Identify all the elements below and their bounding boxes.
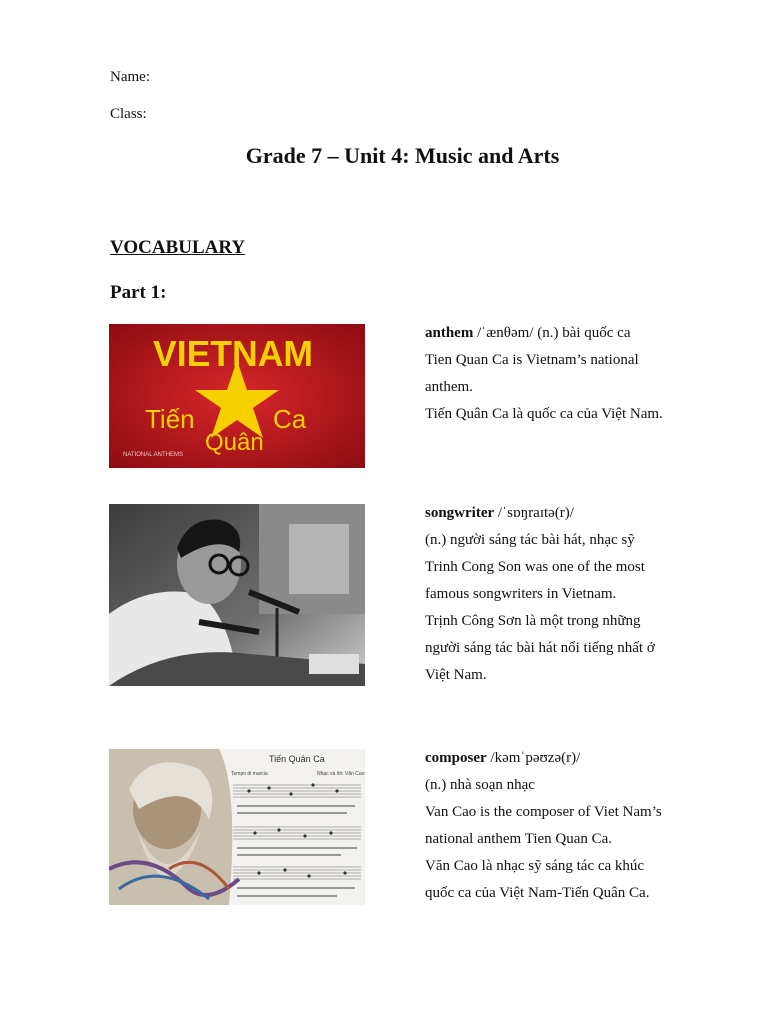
vocab-word: songwriter — [425, 505, 495, 521]
entry-line: người sáng tác bài hát nổi tiếng nhất ở — [425, 640, 655, 656]
vocab-phonetic: /ˈsɒŋraɪtə(r)/ — [497, 505, 574, 521]
entry-headline — [425, 320, 725, 347]
entry-line: Việt Nam. — [425, 667, 487, 683]
poster-right-text: Ca — [273, 404, 307, 434]
poster-small-text: NATIONAL ANTHEMS — [123, 452, 184, 458]
songwriter-photo — [109, 504, 365, 686]
sheet-title: Tiến Quân Ca — [269, 754, 325, 764]
entry-line: national anthem Tien Quan Ca. — [425, 831, 613, 847]
vocab-entry-songwriter — [425, 500, 725, 689]
part-heading: Part 1: — [110, 282, 167, 303]
sheet-credit: Nhạc và lời: Văn Cao — [317, 771, 365, 777]
entry-line: (n.) nhà soạn nhạc — [425, 777, 535, 793]
songwriter-image — [109, 504, 365, 686]
composer-sheet-music-picture — [109, 749, 365, 905]
vocab-phonetic: /kəmˈpəʊzə(r)/ — [490, 750, 581, 766]
entry-headline — [425, 745, 725, 772]
vocab-phonetic: /ˈænθəm/ — [477, 325, 534, 341]
vocab-word: composer — [425, 750, 487, 766]
page-title: Grade 7 – Unit 4: Music and Arts — [245, 143, 560, 168]
entry-line: quốc ca của Việt Nam-Tiến Quân Ca. — [425, 885, 650, 901]
entry-line: (n.) người sáng tác bài hát, nhạc sỹ — [425, 532, 635, 548]
entry-headline — [425, 500, 725, 527]
entry-line: Tiến Quân Ca là quốc ca của Việt Nam. — [425, 406, 663, 422]
composer-image — [109, 749, 365, 905]
tien-quan-ca-poster — [109, 324, 365, 468]
poster-bottom-text: Quân — [205, 429, 264, 456]
entry-line: Văn Cao là nhạc sỹ sáng tác ca khúc — [425, 858, 645, 874]
vocabulary-heading: VOCABULARY — [110, 237, 246, 258]
poster-top-text: VIETNAM — [153, 333, 313, 374]
sheet-tempo: Tempo di marcia — [231, 771, 268, 777]
entry-line: anthem. — [425, 379, 473, 395]
entry-line: Trịnh Công Sơn là một trong những — [425, 613, 641, 629]
vocab-entry-anthem — [425, 320, 725, 428]
entry-line: Van Cao is the composer of Viet Nam’s — [425, 804, 662, 820]
vocab-entry-composer — [425, 745, 725, 907]
anthem-image — [109, 324, 365, 468]
entry-line: Trinh Cong Son was one of the most — [425, 559, 645, 575]
name-field-label: Name: — [110, 69, 150, 85]
poster-left-text: Tiến — [145, 404, 195, 434]
entry-line: Tien Quan Ca is Vietnam’s national — [425, 352, 639, 368]
class-field-label: Class: — [110, 106, 147, 122]
entry-line: famous songwriters in Vietnam. — [425, 586, 617, 602]
vocab-pos: (n.) bài quốc ca — [537, 325, 631, 341]
vocab-word: anthem — [425, 325, 474, 341]
